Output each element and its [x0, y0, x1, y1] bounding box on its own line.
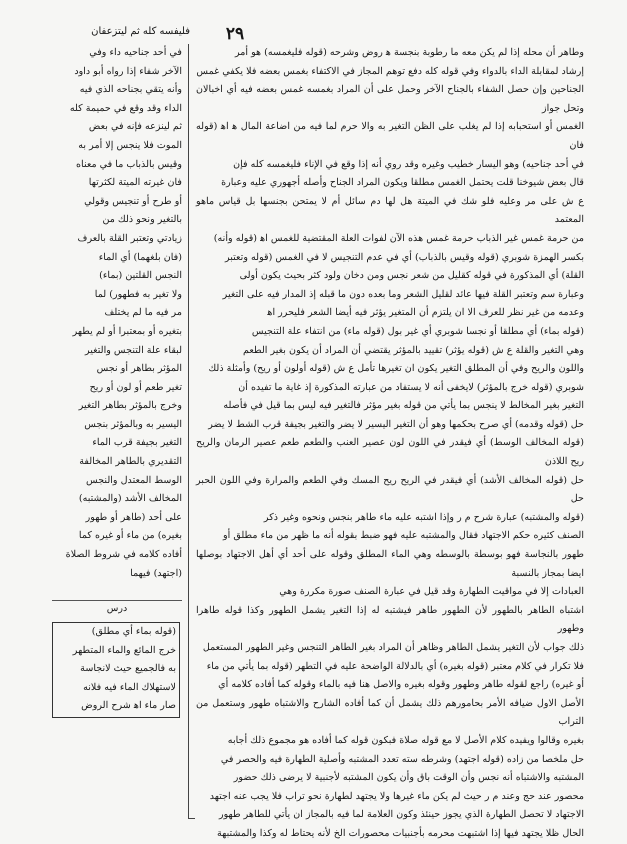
margin-gloss	[52, 44, 182, 594]
gloss-divider	[52, 600, 182, 601]
main-text-line: محصور عند حج وعند م ر حيث لم يكن ماء غيرها ولا يجتهد لطهارة نحو تراب فلا يجب عنه اجتهد	[209, 790, 584, 802]
gloss-text-line: ثم لينزعه فإنه في بعض	[88, 121, 182, 133]
gloss-text-line: بتغيره أو بمعتبرا أو لم يطهر	[72, 325, 182, 337]
main-text-line: (قوله والمشتبه) عبارة شرح م ر وإذا اشتبه عليه ماء طاهر بنجس ونحوه وغير ذكر	[263, 511, 584, 523]
main-text-line: وعدمه من غير نظر للعرف الا ان يلتزم أن المتغير يؤثر فيه أيضا الشعر فليحرر ﺍﻫ	[267, 307, 584, 319]
main-text-line: بغيره وقالوا ويفيده كلام الأصل لا مع قوله صلاة فبكون قوله كما أفاده هو مجموع ذلك أجابه	[227, 734, 584, 746]
gloss-text-line: وأنه يتقي بجناحه الذي فيه	[79, 84, 182, 96]
main-text-line: الحال ظلا يجتهد فيها إذا اشتبهت محرمه بأجنبيات محصورات الخ لأنه يحتاط له وكذا والمشتبهة	[217, 827, 584, 839]
main-text-line: الغمس أو استحبابه إذا لم يغلب على الظن التغير به والا حرم لما فيه من اضاعة المال ﻫ ﺍﻫ (قوله فان	[196, 121, 584, 151]
main-text-line: حل (قوله المخالف الأشد) أي فيقدر في الريح ريح المسك وفي الطعم والمرارة وفي اللون الحبر حل	[196, 474, 584, 505]
fold-mark	[188, 812, 195, 819]
gloss-text-line: (اجتهد) فيهما	[130, 567, 182, 579]
gloss-text-line: وقيس بالذباب ما في معناه	[76, 158, 182, 170]
gloss-text-line: الآخر شفاء إذا رواه أبو داود	[74, 65, 182, 77]
box-text-line: (قوله بماء أي مطلق)	[91, 626, 176, 637]
main-text-line: اشتباه الطاهر بالطهور لأن الطهور طاهر فيشتبه له إذا التغير يشمل الطهور وكذا قوله طاهرا وطهور	[196, 604, 584, 635]
gloss-text-line: على أحد (طاهر أو طهور	[85, 511, 182, 523]
gloss-text-line: زيادتي وتعتبر القلة بالعرف	[77, 232, 182, 244]
gloss-text-line: المؤثر بطاهر أو نجس	[96, 363, 182, 375]
gloss-text-line: أفاده كلامه في شروط الصلاة	[65, 549, 182, 561]
gloss-text-line: المخالف الأشد (والمشتبه)	[78, 493, 182, 505]
gloss-text-line: التغير بجيفة قرب الماء	[92, 437, 182, 449]
main-text-line: التغير بغير المخالط لا ينجس بما يأتي من قوله بغير مؤثر فالتغير فيه ليس بما قيل في فأصله	[223, 400, 584, 412]
gloss-text-line: مر فيه ما لم يختلف	[104, 307, 182, 319]
main-text-line: الجناحين وإن حصل الشفاء بالجناح الآخر وحمل على أن المراد بغمسه غمس بعضه فيه أي اخبالان وتحل جواز	[196, 84, 584, 114]
gloss-text-line: التقديري بالطاهر المخالفة	[79, 456, 182, 468]
gloss-text-line: بالتغير ونحو ذلك من	[102, 214, 182, 226]
box-text-line: صار ماء اﻫ شرح الروض	[81, 700, 176, 712]
main-text-line: من حرمة غمس غير الذباب حرمة غمس هذه الآن لفوات العلة المقتضية للغمس اﻫ (قوله وأنه)	[213, 232, 584, 244]
main-text-line: طهور بالنجاسة فهو بوسطة بالوسطه وهي الماء المطلق وقوله على أحد أي أهل الاجتهاد بوصلها ايضا بمجاز بالنسبة	[196, 549, 584, 579]
box-text-line: به فالجميع حيث لانجاسة	[80, 663, 176, 675]
main-text-line: أو غيره) راجع لقوله طاهر وطهور وقوله بغيره والاصل هنا فيه بالماء وقوله كما أفاده كلامه أي	[218, 679, 584, 691]
main-text-line: فلا تكرار في كلام معتبر (قوله بغيره) أي بالدلالة الواضحة عليه في التطهر (قوله بما يأتي من ماء	[206, 660, 584, 672]
main-text-line: العبادات إلا في مواقيت الطهارة وقد قيل في عبارة الصنف صورة مكررة وهي	[279, 586, 584, 598]
main-text-line: شوبري (قوله خرج بالمؤثر) لايخفى أنه لا يستفاد من عبارته المذكورة إذ غاية ما تفيده أن	[238, 381, 584, 393]
gloss-text-line: الموت فلا ينجس إلا أمر به	[78, 139, 182, 151]
gloss-text-line: اليسير به وبالمؤثر بنجس	[84, 418, 182, 430]
main-text-line: وعبارة سم وتعتبر القلة فيها عائد لقليل الشعر وما بعده دون ما قبله إذ المدار فيه على التغير	[222, 288, 584, 300]
box-text-line: لاستهلاك الماء فيه فلانه	[83, 681, 176, 693]
gloss-text-line: لبقاء علة التنجس والتغير	[84, 344, 182, 356]
side-header: فليفسه كله ثم ليتزعفان	[91, 26, 190, 37]
main-text-line: ع ش على مر وعليه فلو شك في الميتة هل لها دم سائل أم لا يمتحن بجنسها بل قياس ماهو المعتمد	[196, 195, 584, 226]
main-text-line: الأصل الاول ضيافه الأمر بحامورهم ذلك يشمل أن كما أفاده الشارح والاشتباه طهور وستعمل من التراب	[196, 697, 584, 728]
main-text-line: الاجتهاد لا تحصل الطهارة الذي يجوز حينئذ وكون العلامة لما فيه بالمجاز ان يأتي للطاهر طهور	[218, 809, 584, 821]
gloss-text-line: فان غيرته الميتة لكثرتها	[88, 177, 182, 189]
gloss-text-line: الوسط المعتدل والنجس	[86, 474, 182, 486]
main-text-line: (قوله بماء) أي مطلقا أو نجسا شوبري أي غير بول (قوله ماء) من انتفاء علة التنجيس	[251, 325, 584, 337]
gloss-text-line: النجس القلتين (بماء)	[99, 270, 182, 282]
gloss-text-line: بغيره) من ماء أو غيره كما	[78, 530, 182, 542]
main-text-line: قال بعض شيوخنا قلت يحتمل الغمس مطلقا ويكون المراد الجناح وأصله أجهوري عليه وعبارة	[221, 177, 584, 189]
main-text-line: حل (قوله وقدمه) أي صرح بحكمها وهو أن التغير اليسير لا يضر والتغير بجيفة قرب الشط لا يضر	[208, 418, 584, 430]
main-text-line: واللون والريح وفي أن المطلق التغير يكون ان تغيرها تأمل ع ش (قوله أولون أو ريح) وأمثلة ذلك	[208, 363, 584, 375]
main-text-line: وهي التغير والقلة ع ش (قوله يؤثر) تقييد بالمؤثر يقتضي أن المراد أن يكون بغير الطعم	[242, 344, 584, 356]
main-text-line: بكسر الهمزة شوبري (قوله وقيس بالذباب) أي في عدم التنجيس لا في الغمس (قوله وتعتبر	[224, 251, 584, 263]
main-text-line: إرشاد لمقابلة الداء بالدواء وفي قوله كله دفع توهم المجاز في الاكتفاء بغمس بعضه فلا يكفي غمس	[196, 65, 584, 77]
main-text-line: وطاهر أن محله إذا لم يكن معه ما رطوبة بنجسة ﻫ روض وشرحه (قوله فليغمسه) هو أمر	[234, 47, 584, 58]
gloss-text-line: الداء وقد وقع في حميمة كله	[69, 102, 182, 114]
gloss-text-line: أو طرح أو تنجيس وقولي	[84, 195, 182, 207]
gloss-text-line: وخرج بالمؤثر بطاهر التغير	[78, 400, 182, 412]
main-text-line: حل ملخصا من زاده (قوله اجتهد) وشرطه سته تعدد المشتبه وأصلية الطهارة فيه والحصر في	[220, 753, 584, 765]
main-text-line: الصنف كثيره حكم الاجتهاد فقال والمشتبه عليه فهو ضبط بقوله أنه ما ظهر من ماء مطلق أو	[223, 530, 584, 542]
gloss-text-line: في أحد جناحيه داء وفي	[89, 47, 182, 58]
main-text-line: في أحد جناحيه) وهو اليسار خطيب وغيره وقد روي أنه إذا وقع في الإناء فليغمسه كله فإن	[233, 158, 584, 170]
boxed-note	[52, 622, 180, 718]
main-text-line: القلة) أي المذكورة في قوله كقليل من شعر نجس ومن دخان ولود كثر بحيث يكون أولى	[239, 270, 584, 282]
column-rule	[188, 44, 189, 812]
page-number: ٢٩	[225, 24, 245, 44]
main-commentary	[196, 44, 584, 839]
main-text-line: (قوله المخالف الوسط) أي فيقدر في اللون لون عصير العنب والطعم طعم عصير الرمان والريح ريح اللاذن	[196, 437, 584, 468]
main-text-line: ذلك جواب لأن التغير يشمل الطاهر وظاهر أن المراد بغير الطاهر التنجس وغير الطهور المستعمل	[202, 642, 584, 653]
box-text-line: خرج المائع والماء المتطهر	[72, 644, 176, 656]
gloss-text-line: ولا تغير به فطهور) لما	[94, 288, 182, 300]
gloss-label: درس	[106, 603, 128, 614]
main-text-line: المشتبه والاشتباه أنه نجس وأن الوقت باق وأن يكون المشتبه لأجنبية لا يرضى ذلك حضور	[233, 772, 584, 784]
gloss-text-line: (فان بلغهما) أي الماء	[98, 251, 182, 263]
gloss-text-line: تغير طعم أو لون أو ريح	[89, 381, 182, 393]
